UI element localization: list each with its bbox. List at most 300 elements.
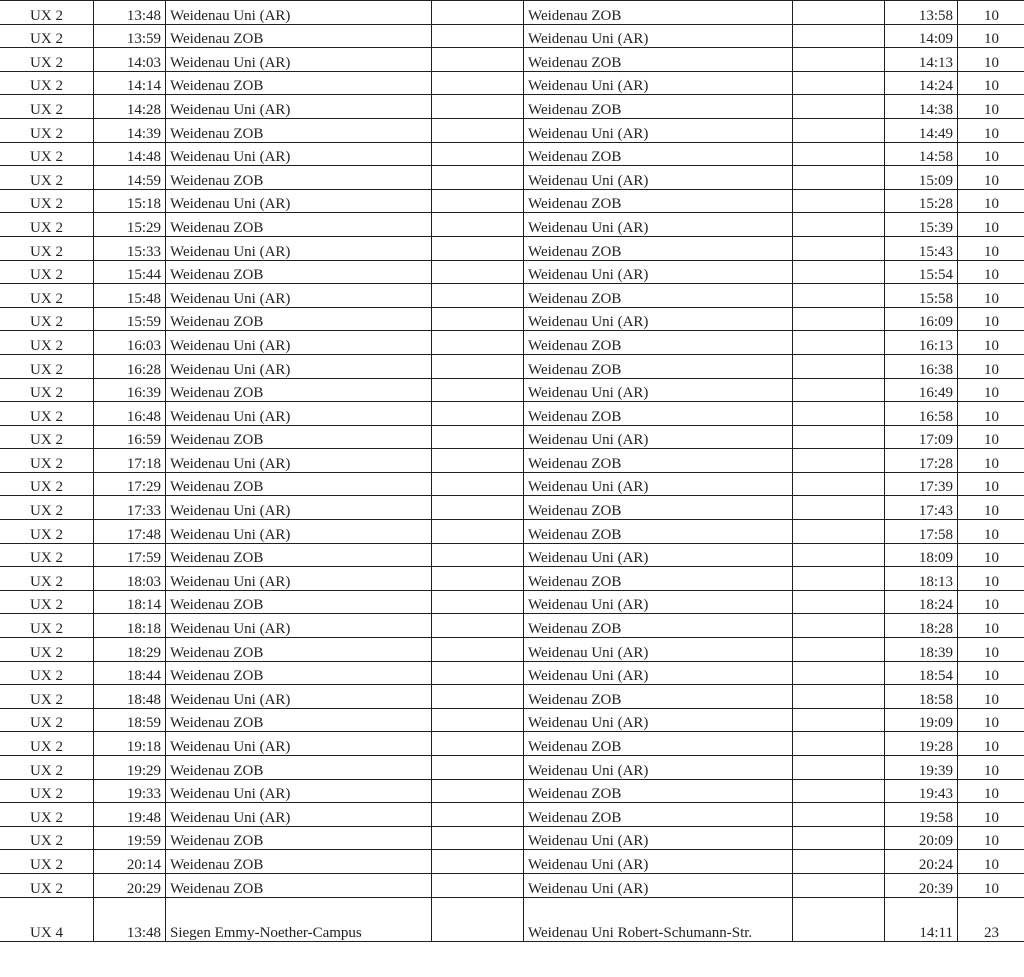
origin-stop-cell: Weidenau Uni (AR) <box>166 496 432 520</box>
arrival-time-cell: 17:09 <box>885 425 958 449</box>
table-row <box>0 1 1024 25</box>
arrival-time-cell: 17:39 <box>885 472 958 496</box>
arrival-time-cell: 14:24 <box>885 71 958 95</box>
table-row <box>0 756 1024 780</box>
table-row <box>0 95 1024 119</box>
empty-cell <box>793 449 885 473</box>
line-cell: UX 2 <box>0 756 94 780</box>
duration-cell: 10 <box>958 118 1024 142</box>
empty-cell <box>432 779 524 803</box>
duration-cell: 10 <box>958 779 1024 803</box>
table-row <box>0 142 1024 166</box>
empty-cell <box>793 24 885 48</box>
table-row <box>0 213 1024 237</box>
table-row <box>0 260 1024 284</box>
empty-cell <box>432 307 524 331</box>
origin-stop-cell: Weidenau ZOB <box>166 472 432 496</box>
arrival-time-cell: 16:38 <box>885 354 958 378</box>
empty-cell <box>793 71 885 95</box>
line-cell: UX 2 <box>0 71 94 95</box>
empty-cell <box>793 520 885 544</box>
empty-cell <box>793 307 885 331</box>
destination-stop-cell: Weidenau ZOB <box>524 142 793 166</box>
table-row <box>0 779 1024 803</box>
empty-cell <box>432 402 524 426</box>
empty-cell <box>793 472 885 496</box>
arrival-time-cell: 20:24 <box>885 850 958 874</box>
table-row <box>0 850 1024 874</box>
table-row <box>0 236 1024 260</box>
line-cell: UX 2 <box>0 354 94 378</box>
table-row <box>0 472 1024 496</box>
destination-stop-cell: Weidenau Uni (AR) <box>524 543 793 567</box>
empty-cell <box>432 449 524 473</box>
table-row <box>0 614 1024 638</box>
arrival-time-cell: 14:58 <box>885 142 958 166</box>
destination-stop-cell: Weidenau ZOB <box>524 779 793 803</box>
table-row <box>0 685 1024 709</box>
origin-stop-cell: Weidenau ZOB <box>166 543 432 567</box>
line-cell: UX 2 <box>0 236 94 260</box>
destination-stop-cell: Weidenau Uni (AR) <box>524 850 793 874</box>
empty-cell <box>793 873 885 897</box>
empty-cell <box>793 236 885 260</box>
departure-time-cell: 15:29 <box>94 213 166 237</box>
empty-cell <box>793 779 885 803</box>
arrival-time-cell: 14:13 <box>885 48 958 72</box>
arrival-time-cell: 14:11 <box>885 897 958 941</box>
table-row <box>0 496 1024 520</box>
empty-cell <box>793 638 885 662</box>
table-row <box>0 402 1024 426</box>
table-row <box>0 590 1024 614</box>
duration-cell: 10 <box>958 873 1024 897</box>
empty-cell <box>432 95 524 119</box>
destination-stop-cell: Weidenau ZOB <box>524 284 793 308</box>
line-cell: UX 2 <box>0 284 94 308</box>
line-cell: UX 2 <box>0 472 94 496</box>
table-row <box>0 48 1024 72</box>
departure-time-cell: 15:59 <box>94 307 166 331</box>
origin-stop-cell: Weidenau ZOB <box>166 590 432 614</box>
empty-cell <box>793 685 885 709</box>
duration-cell: 10 <box>958 543 1024 567</box>
duration-cell: 23 <box>958 897 1024 941</box>
empty-cell <box>793 850 885 874</box>
table-row <box>0 826 1024 850</box>
departure-time-cell: 15:48 <box>94 284 166 308</box>
empty-cell <box>793 1 885 25</box>
empty-cell <box>432 661 524 685</box>
arrival-time-cell: 19:43 <box>885 779 958 803</box>
duration-cell: 10 <box>958 520 1024 544</box>
duration-cell: 10 <box>958 756 1024 780</box>
origin-stop-cell: Weidenau Uni (AR) <box>166 354 432 378</box>
table-row <box>0 803 1024 827</box>
destination-stop-cell: Weidenau Uni (AR) <box>524 24 793 48</box>
arrival-time-cell: 13:58 <box>885 1 958 25</box>
table-row <box>0 284 1024 308</box>
departure-time-cell: 17:48 <box>94 520 166 544</box>
empty-cell <box>793 496 885 520</box>
arrival-time-cell: 17:58 <box>885 520 958 544</box>
empty-cell <box>793 543 885 567</box>
empty-cell <box>432 826 524 850</box>
duration-cell: 10 <box>958 402 1024 426</box>
departure-time-cell: 18:48 <box>94 685 166 709</box>
line-cell: UX 2 <box>0 590 94 614</box>
table-row <box>0 378 1024 402</box>
arrival-time-cell: 15:54 <box>885 260 958 284</box>
empty-cell <box>432 24 524 48</box>
empty-cell <box>432 567 524 591</box>
line-cell: UX 2 <box>0 24 94 48</box>
empty-cell <box>432 685 524 709</box>
empty-cell <box>793 402 885 426</box>
duration-cell: 10 <box>958 1 1024 25</box>
empty-cell <box>432 378 524 402</box>
departure-time-cell: 16:59 <box>94 425 166 449</box>
departure-time-cell: 17:33 <box>94 496 166 520</box>
empty-cell <box>793 118 885 142</box>
duration-cell: 10 <box>958 661 1024 685</box>
empty-cell <box>793 354 885 378</box>
duration-cell: 10 <box>958 826 1024 850</box>
arrival-time-cell: 17:28 <box>885 449 958 473</box>
origin-stop-cell: Weidenau Uni (AR) <box>166 189 432 213</box>
arrival-time-cell: 19:58 <box>885 803 958 827</box>
origin-stop-cell: Weidenau ZOB <box>166 118 432 142</box>
departure-time-cell: 19:33 <box>94 779 166 803</box>
origin-stop-cell: Weidenau ZOB <box>166 213 432 237</box>
origin-stop-cell: Weidenau Uni (AR) <box>166 567 432 591</box>
table-row <box>0 897 1024 941</box>
arrival-time-cell: 18:28 <box>885 614 958 638</box>
origin-stop-cell: Weidenau Uni (AR) <box>166 402 432 426</box>
duration-cell: 10 <box>958 638 1024 662</box>
empty-cell <box>432 189 524 213</box>
arrival-time-cell: 17:43 <box>885 496 958 520</box>
line-cell: UX 2 <box>0 732 94 756</box>
destination-stop-cell: Weidenau Uni (AR) <box>524 118 793 142</box>
departure-time-cell: 18:29 <box>94 638 166 662</box>
duration-cell: 10 <box>958 685 1024 709</box>
duration-cell: 10 <box>958 567 1024 591</box>
empty-cell <box>793 95 885 119</box>
origin-stop-cell: Weidenau ZOB <box>166 307 432 331</box>
origin-stop-cell: Weidenau Uni (AR) <box>166 1 432 25</box>
empty-cell <box>793 189 885 213</box>
origin-stop-cell: Weidenau Uni (AR) <box>166 331 432 355</box>
destination-stop-cell: Weidenau ZOB <box>524 95 793 119</box>
arrival-time-cell: 14:49 <box>885 118 958 142</box>
duration-cell: 10 <box>958 803 1024 827</box>
destination-stop-cell: Weidenau Uni (AR) <box>524 425 793 449</box>
empty-cell <box>432 166 524 190</box>
departure-time-cell: 17:29 <box>94 472 166 496</box>
empty-cell <box>793 614 885 638</box>
table-row <box>0 118 1024 142</box>
destination-stop-cell: Weidenau Uni (AR) <box>524 166 793 190</box>
destination-stop-cell: Weidenau ZOB <box>524 236 793 260</box>
empty-cell <box>793 166 885 190</box>
line-cell: UX 2 <box>0 638 94 662</box>
table-row <box>0 567 1024 591</box>
empty-cell <box>432 897 524 941</box>
duration-cell: 10 <box>958 425 1024 449</box>
destination-stop-cell: Weidenau Uni (AR) <box>524 661 793 685</box>
destination-stop-cell: Weidenau ZOB <box>524 1 793 25</box>
timetable-body <box>0 1 1024 942</box>
table-row <box>0 732 1024 756</box>
arrival-time-cell: 16:09 <box>885 307 958 331</box>
departure-time-cell: 16:48 <box>94 402 166 426</box>
origin-stop-cell: Weidenau ZOB <box>166 425 432 449</box>
origin-stop-cell: Weidenau Uni (AR) <box>166 236 432 260</box>
empty-cell <box>432 520 524 544</box>
origin-stop-cell: Weidenau ZOB <box>166 71 432 95</box>
departure-time-cell: 20:14 <box>94 850 166 874</box>
arrival-time-cell: 20:39 <box>885 873 958 897</box>
line-cell: UX 2 <box>0 331 94 355</box>
destination-stop-cell: Weidenau Uni (AR) <box>524 638 793 662</box>
origin-stop-cell: Weidenau Uni (AR) <box>166 449 432 473</box>
line-cell: UX 2 <box>0 826 94 850</box>
destination-stop-cell: Weidenau ZOB <box>524 685 793 709</box>
line-cell: UX 2 <box>0 118 94 142</box>
duration-cell: 10 <box>958 708 1024 732</box>
table-row <box>0 24 1024 48</box>
arrival-time-cell: 19:09 <box>885 708 958 732</box>
arrival-time-cell: 16:13 <box>885 331 958 355</box>
duration-cell: 10 <box>958 449 1024 473</box>
departure-time-cell: 17:59 <box>94 543 166 567</box>
origin-stop-cell: Weidenau ZOB <box>166 378 432 402</box>
departure-time-cell: 18:14 <box>94 590 166 614</box>
table-row <box>0 189 1024 213</box>
arrival-time-cell: 18:58 <box>885 685 958 709</box>
origin-stop-cell: Weidenau Uni (AR) <box>166 48 432 72</box>
destination-stop-cell: Weidenau Uni (AR) <box>524 472 793 496</box>
empty-cell <box>793 425 885 449</box>
table-row <box>0 638 1024 662</box>
duration-cell: 10 <box>958 95 1024 119</box>
empty-cell <box>432 118 524 142</box>
destination-stop-cell: Weidenau Uni (AR) <box>524 71 793 95</box>
line-cell: UX 2 <box>0 496 94 520</box>
destination-stop-cell: Weidenau ZOB <box>524 331 793 355</box>
destination-stop-cell: Weidenau Uni (AR) <box>524 756 793 780</box>
destination-stop-cell: Weidenau ZOB <box>524 520 793 544</box>
empty-cell <box>432 472 524 496</box>
empty-cell <box>432 708 524 732</box>
origin-stop-cell: Weidenau ZOB <box>166 638 432 662</box>
duration-cell: 10 <box>958 48 1024 72</box>
empty-cell <box>432 1 524 25</box>
line-cell: UX 2 <box>0 803 94 827</box>
arrival-time-cell: 18:39 <box>885 638 958 662</box>
duration-cell: 10 <box>958 236 1024 260</box>
empty-cell <box>432 614 524 638</box>
line-cell: UX 2 <box>0 567 94 591</box>
destination-stop-cell: Weidenau ZOB <box>524 402 793 426</box>
table-row <box>0 331 1024 355</box>
origin-stop-cell: Weidenau ZOB <box>166 756 432 780</box>
origin-stop-cell: Weidenau Uni (AR) <box>166 685 432 709</box>
empty-cell <box>432 873 524 897</box>
empty-cell <box>793 213 885 237</box>
duration-cell: 10 <box>958 284 1024 308</box>
empty-cell <box>432 850 524 874</box>
empty-cell <box>432 236 524 260</box>
line-cell: UX 2 <box>0 402 94 426</box>
empty-cell <box>432 425 524 449</box>
origin-stop-cell: Weidenau Uni (AR) <box>166 803 432 827</box>
departure-time-cell: 18:59 <box>94 708 166 732</box>
departure-time-cell: 19:59 <box>94 826 166 850</box>
origin-stop-cell: Weidenau ZOB <box>166 260 432 284</box>
origin-stop-cell: Siegen Emmy-Noether-Campus <box>166 897 432 941</box>
empty-cell <box>432 331 524 355</box>
arrival-time-cell: 19:28 <box>885 732 958 756</box>
line-cell: UX 2 <box>0 779 94 803</box>
departure-time-cell: 16:03 <box>94 331 166 355</box>
departure-time-cell: 15:44 <box>94 260 166 284</box>
duration-cell: 10 <box>958 307 1024 331</box>
empty-cell <box>793 331 885 355</box>
empty-cell <box>793 48 885 72</box>
empty-cell <box>432 638 524 662</box>
table-row <box>0 71 1024 95</box>
empty-cell <box>432 543 524 567</box>
destination-stop-cell: Weidenau ZOB <box>524 803 793 827</box>
empty-cell <box>793 826 885 850</box>
departure-time-cell: 14:03 <box>94 48 166 72</box>
duration-cell: 10 <box>958 260 1024 284</box>
destination-stop-cell: Weidenau ZOB <box>524 732 793 756</box>
duration-cell: 10 <box>958 166 1024 190</box>
origin-stop-cell: Weidenau ZOB <box>166 24 432 48</box>
line-cell: UX 2 <box>0 873 94 897</box>
arrival-time-cell: 16:49 <box>885 378 958 402</box>
line-cell: UX 2 <box>0 661 94 685</box>
duration-cell: 10 <box>958 354 1024 378</box>
destination-stop-cell: Weidenau ZOB <box>524 354 793 378</box>
table-row <box>0 708 1024 732</box>
origin-stop-cell: Weidenau ZOB <box>166 661 432 685</box>
table-row <box>0 873 1024 897</box>
empty-cell <box>432 71 524 95</box>
arrival-time-cell: 20:09 <box>885 826 958 850</box>
line-cell: UX 2 <box>0 614 94 638</box>
empty-cell <box>432 496 524 520</box>
departure-time-cell: 17:18 <box>94 449 166 473</box>
departure-time-cell: 14:28 <box>94 95 166 119</box>
origin-stop-cell: Weidenau Uni (AR) <box>166 614 432 638</box>
origin-stop-cell: Weidenau Uni (AR) <box>166 732 432 756</box>
table-row <box>0 354 1024 378</box>
arrival-time-cell: 16:58 <box>885 402 958 426</box>
departure-time-cell: 13:59 <box>94 24 166 48</box>
line-cell: UX 2 <box>0 708 94 732</box>
departure-time-cell: 14:14 <box>94 71 166 95</box>
duration-cell: 10 <box>958 142 1024 166</box>
destination-stop-cell: Weidenau ZOB <box>524 48 793 72</box>
origin-stop-cell: Weidenau Uni (AR) <box>166 142 432 166</box>
line-cell: UX 2 <box>0 307 94 331</box>
arrival-time-cell: 18:24 <box>885 590 958 614</box>
line-cell: UX 2 <box>0 685 94 709</box>
empty-cell <box>793 590 885 614</box>
empty-cell <box>793 897 885 941</box>
line-cell: UX 2 <box>0 449 94 473</box>
arrival-time-cell: 14:38 <box>885 95 958 119</box>
arrival-time-cell: 15:58 <box>885 284 958 308</box>
line-cell: UX 2 <box>0 378 94 402</box>
empty-cell <box>793 732 885 756</box>
line-cell: UX 2 <box>0 543 94 567</box>
destination-stop-cell: Weidenau Uni (AR) <box>524 590 793 614</box>
line-cell: UX 2 <box>0 425 94 449</box>
destination-stop-cell: Weidenau ZOB <box>524 189 793 213</box>
line-cell: UX 4 <box>0 897 94 941</box>
destination-stop-cell: Weidenau Uni (AR) <box>524 213 793 237</box>
empty-cell <box>432 48 524 72</box>
table-row <box>0 661 1024 685</box>
empty-cell <box>432 213 524 237</box>
departure-time-cell: 19:48 <box>94 803 166 827</box>
empty-cell <box>432 284 524 308</box>
line-cell: UX 2 <box>0 48 94 72</box>
line-cell: UX 2 <box>0 520 94 544</box>
duration-cell: 10 <box>958 331 1024 355</box>
empty-cell <box>793 260 885 284</box>
departure-time-cell: 14:59 <box>94 166 166 190</box>
arrival-time-cell: 15:39 <box>885 213 958 237</box>
departure-time-cell: 14:39 <box>94 118 166 142</box>
table-row <box>0 520 1024 544</box>
line-cell: UX 2 <box>0 1 94 25</box>
destination-stop-cell: Weidenau Uni (AR) <box>524 873 793 897</box>
origin-stop-cell: Weidenau ZOB <box>166 850 432 874</box>
destination-stop-cell: Weidenau ZOB <box>524 449 793 473</box>
departure-time-cell: 16:39 <box>94 378 166 402</box>
origin-stop-cell: Weidenau ZOB <box>166 708 432 732</box>
destination-stop-cell: Weidenau Uni (AR) <box>524 826 793 850</box>
line-cell: UX 2 <box>0 850 94 874</box>
table-row <box>0 425 1024 449</box>
duration-cell: 10 <box>958 24 1024 48</box>
empty-cell <box>793 708 885 732</box>
arrival-time-cell: 19:39 <box>885 756 958 780</box>
empty-cell <box>432 803 524 827</box>
empty-cell <box>432 260 524 284</box>
empty-cell <box>793 284 885 308</box>
table-row <box>0 449 1024 473</box>
empty-cell <box>793 378 885 402</box>
duration-cell: 10 <box>958 732 1024 756</box>
line-cell: UX 2 <box>0 213 94 237</box>
origin-stop-cell: Weidenau Uni (AR) <box>166 95 432 119</box>
empty-cell <box>432 732 524 756</box>
duration-cell: 10 <box>958 213 1024 237</box>
departure-time-cell: 18:44 <box>94 661 166 685</box>
departure-time-cell: 18:18 <box>94 614 166 638</box>
destination-stop-cell: Weidenau Uni (AR) <box>524 260 793 284</box>
empty-cell <box>432 590 524 614</box>
origin-stop-cell: Weidenau ZOB <box>166 826 432 850</box>
empty-cell <box>793 142 885 166</box>
